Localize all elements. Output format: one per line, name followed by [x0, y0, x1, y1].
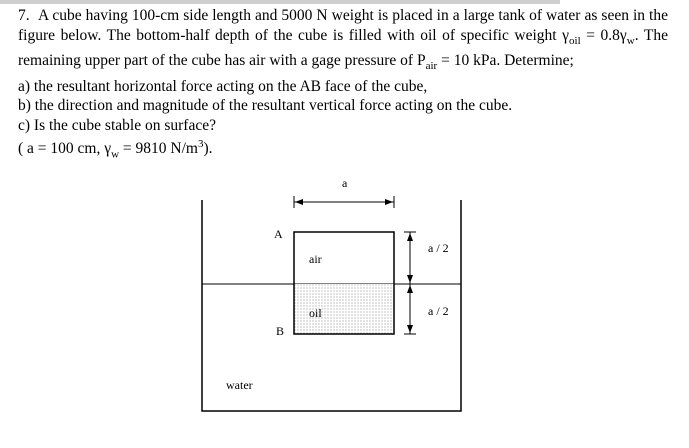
figure-drawing: [0, 170, 689, 448]
label-corner-A: A: [274, 227, 283, 241]
label-air: air: [309, 252, 322, 266]
label-a-top: a: [342, 176, 348, 190]
problem-text: [18, 6, 668, 165]
statement-part-1: A cube having 100-cm side length and 5000 N weight is placed in a large tank of water as seen in the figure below. The bottom-half depth of the cube is filled with oil of specific weight γ: [18, 7, 668, 44]
part-c: c) Is the cube stable on surface?: [18, 116, 216, 134]
given-open: ( a = 100 cm, γ: [18, 140, 112, 158]
given-sup-3: 3: [197, 138, 204, 151]
label-a-half-lower: a / 2: [428, 304, 449, 318]
part-b: b) the direction and magnitude of the resultant vertical force acting on the cube.: [18, 97, 513, 115]
statement-part-4: = 10 kPa. Determine;: [437, 52, 574, 70]
statement-sub-w: w: [626, 34, 635, 47]
cube-tank-figure: [0, 170, 689, 448]
dim-lower-arrow-bottom: [407, 325, 413, 333]
given-values: [18, 135, 668, 165]
given-sub-w: w: [111, 148, 120, 161]
problem-statement: [18, 6, 668, 77]
dim-a-arrow-left: [295, 199, 303, 205]
dim-lower-arrow-top: [407, 285, 413, 293]
question-parts: [18, 77, 668, 165]
part-a: a) the resultant horizontal force acting on the AB face of the cube,: [18, 77, 428, 95]
label-a-half-upper: a / 2: [428, 241, 449, 255]
label-oil: oil: [309, 306, 322, 320]
problem-number: 7.: [18, 7, 30, 24]
dim-upper-arrow-bottom: [407, 275, 413, 283]
given-close: ).: [203, 140, 213, 158]
given-mid: = 9810 N/m: [119, 140, 198, 158]
statement-sub-air: air: [425, 60, 438, 73]
dim-a-arrow-right: [385, 199, 393, 205]
statement-part-3: . The remaining upper part of the cube has air with a gage pressure of P: [18, 26, 668, 70]
label-water: water: [226, 378, 253, 392]
dim-upper-arrow-top: [407, 233, 413, 241]
label-corner-B: B: [276, 324, 285, 338]
statement-sub-oil: oil: [569, 34, 581, 47]
statement-part-2: = 0.8γ: [580, 26, 627, 44]
top-divider: [0, 0, 560, 4]
